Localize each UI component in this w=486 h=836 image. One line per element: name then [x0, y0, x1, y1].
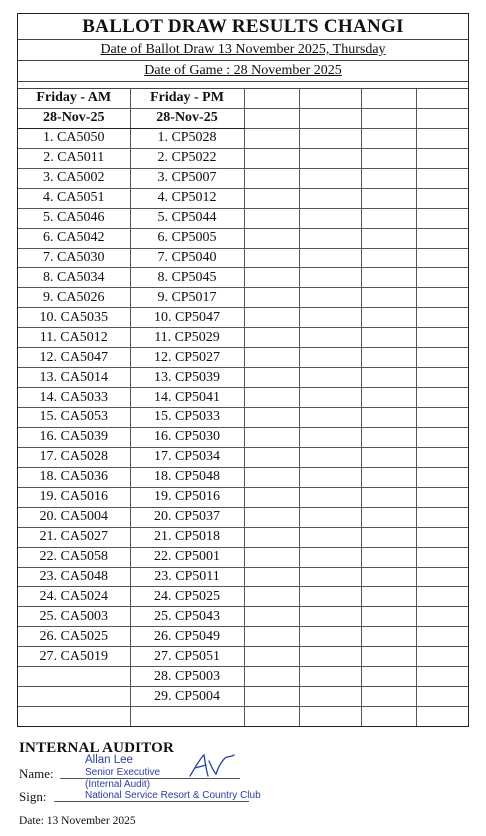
empty-cell: [299, 168, 361, 188]
empty-cell: [244, 328, 299, 348]
empty-cell: [361, 587, 416, 607]
table-row: [18, 308, 468, 328]
table-row: [18, 228, 468, 248]
empty-cell: [361, 667, 416, 687]
am-entry: 8. CA5034: [18, 268, 130, 288]
table-row: [18, 447, 468, 467]
empty-cell: [299, 647, 361, 667]
auditor-name: Allan Lee: [85, 754, 133, 766]
pm-entry: 21. CP5018: [130, 527, 244, 547]
empty-cell: [299, 707, 361, 726]
empty-cell: [299, 288, 361, 308]
empty-cell: [244, 487, 299, 507]
empty-cell: [244, 408, 299, 428]
empty-cell: [244, 627, 299, 647]
empty-cell: [18, 707, 130, 726]
date-row: [18, 108, 468, 128]
am-entry: 4. CA5051: [18, 188, 130, 208]
empty-cell: [361, 348, 416, 368]
empty-cell: [416, 268, 468, 288]
pm-entry: 20. CP5037: [130, 507, 244, 527]
am-column-date: 28-Nov-25: [18, 108, 130, 128]
empty-cell: [244, 447, 299, 467]
empty-cell: [361, 128, 416, 148]
empty-cell: [361, 188, 416, 208]
empty-cell: [299, 487, 361, 507]
auditor-title: Senior Executive: [85, 767, 161, 778]
empty-cell: [299, 268, 361, 288]
empty-cell: [299, 567, 361, 587]
empty-cell: [244, 348, 299, 368]
empty-cell: [299, 308, 361, 328]
empty-cell: [416, 607, 468, 627]
table-row: [18, 408, 468, 428]
empty-cell: [244, 467, 299, 487]
pm-entry: 16. CP5030: [130, 427, 244, 447]
empty-cell: [416, 408, 468, 428]
table-row: [18, 128, 468, 148]
empty-cell: [416, 507, 468, 527]
pm-entry: 14. CP5041: [130, 388, 244, 408]
auditor-block: [19, 740, 459, 827]
pm-entry: 10. CP5047: [130, 308, 244, 328]
empty-cell: [361, 427, 416, 447]
pm-entry: 17. CP5034: [130, 447, 244, 467]
empty-cell: [18, 687, 130, 707]
empty-cell: [416, 148, 468, 168]
empty-cell: [244, 368, 299, 388]
empty-cell: [299, 627, 361, 647]
pm-column-date: 28-Nov-25: [130, 108, 244, 128]
am-entry: 1. CA5050: [18, 128, 130, 148]
table-row: [18, 208, 468, 228]
pm-entry: 6. CP5005: [130, 228, 244, 248]
header-row: [18, 89, 468, 108]
empty-cell: [244, 647, 299, 667]
empty-cell: [244, 667, 299, 687]
empty-cell: [361, 627, 416, 647]
empty-cell: [299, 527, 361, 547]
empty-cell: [416, 567, 468, 587]
empty-cell: [361, 607, 416, 627]
empty-cell: [299, 348, 361, 368]
table-row: [18, 288, 468, 308]
empty-cell: [244, 89, 299, 108]
empty-cell: [361, 268, 416, 288]
am-entry: 26. CA5025: [18, 627, 130, 647]
table-row: [18, 188, 468, 208]
empty-cell: [361, 208, 416, 228]
empty-cell: [18, 667, 130, 687]
empty-cell: [416, 228, 468, 248]
empty-cell: [416, 248, 468, 268]
empty-cell: [244, 248, 299, 268]
table-row: [18, 587, 468, 607]
header-spacer: [18, 82, 468, 89]
empty-cell: [416, 687, 468, 707]
empty-cell: [416, 707, 468, 726]
empty-cell: [244, 108, 299, 128]
table-row: [18, 687, 468, 707]
empty-cell: [361, 447, 416, 467]
pm-entry: 8. CP5045: [130, 268, 244, 288]
empty-cell: [244, 567, 299, 587]
pm-entry: 13. CP5039: [130, 368, 244, 388]
empty-cell: [416, 527, 468, 547]
signature-mark: [187, 752, 237, 780]
empty-cell: [299, 467, 361, 487]
empty-cell: [416, 368, 468, 388]
empty-cell: [244, 268, 299, 288]
pm-entry: 29. CP5004: [130, 687, 244, 707]
am-entry: 18. CA5036: [18, 467, 130, 487]
pm-entry: 25. CP5043: [130, 607, 244, 627]
empty-cell: [361, 288, 416, 308]
empty-cell: [299, 607, 361, 627]
empty-cell: [416, 288, 468, 308]
empty-cell: [416, 447, 468, 467]
empty-cell: [361, 647, 416, 667]
empty-cell: [299, 427, 361, 447]
empty-cell: [244, 188, 299, 208]
am-column-header: Friday - AM: [18, 89, 130, 108]
empty-cell: [361, 308, 416, 328]
empty-cell: [299, 208, 361, 228]
table-row: [18, 368, 468, 388]
empty-cell: [244, 707, 299, 726]
sign-line: [54, 801, 249, 802]
empty-cell: [416, 328, 468, 348]
name-label: Name:: [19, 766, 54, 781]
empty-cell: [416, 647, 468, 667]
table-row: [18, 467, 468, 487]
empty-cell: [299, 228, 361, 248]
am-entry: 7. CA5030: [18, 248, 130, 268]
auditor-dept: (Internal Audit): [85, 779, 151, 790]
table-row: [18, 168, 468, 188]
empty-cell: [361, 487, 416, 507]
pm-entry: 15. CP5033: [130, 408, 244, 428]
empty-cell: [416, 188, 468, 208]
empty-cell: [299, 328, 361, 348]
am-entry: 9. CA5026: [18, 288, 130, 308]
draw-date-row: [18, 40, 468, 61]
pm-entry: 2. CP5022: [130, 148, 244, 168]
empty-cell: [361, 108, 416, 128]
empty-cell: [416, 348, 468, 368]
empty-cell: [299, 368, 361, 388]
table-row: [18, 328, 468, 348]
empty-cell: [244, 587, 299, 607]
empty-cell: [299, 507, 361, 527]
empty-cell: [244, 288, 299, 308]
table-row: [18, 388, 468, 408]
empty-cell: [244, 507, 299, 527]
table-row: [18, 487, 468, 507]
table-row: [18, 707, 468, 726]
empty-cell: [416, 89, 468, 108]
am-entry: 5. CA5046: [18, 208, 130, 228]
empty-cell: [361, 388, 416, 408]
pm-entry: 1. CP5028: [130, 128, 244, 148]
pm-entry: 11. CP5029: [130, 328, 244, 348]
empty-cell: [416, 587, 468, 607]
empty-cell: [361, 507, 416, 527]
organisation: National Service Resort & Country Club: [85, 790, 261, 801]
empty-cell: [361, 408, 416, 428]
pm-entry: 23. CP5011: [130, 567, 244, 587]
empty-cell: [299, 188, 361, 208]
empty-cell: [299, 248, 361, 268]
empty-cell: [361, 687, 416, 707]
empty-cell: [416, 208, 468, 228]
empty-cell: [416, 467, 468, 487]
empty-cell: [299, 687, 361, 707]
empty-cell: [244, 128, 299, 148]
sign-label: Sign:: [19, 789, 47, 804]
table-row: [18, 348, 468, 368]
empty-cell: [361, 89, 416, 108]
empty-cell: [361, 328, 416, 348]
empty-cell: [244, 148, 299, 168]
am-entry: 24. CA5024: [18, 587, 130, 607]
table-row: [18, 627, 468, 647]
ballot-sheet: [17, 13, 469, 727]
empty-cell: [416, 308, 468, 328]
empty-cell: [244, 388, 299, 408]
empty-cell: [416, 168, 468, 188]
empty-cell: [361, 168, 416, 188]
empty-cell: [244, 228, 299, 248]
pm-entry: 7. CP5040: [130, 248, 244, 268]
empty-cell: [244, 687, 299, 707]
table-row: [18, 268, 468, 288]
pm-entry: 26. CP5049: [130, 627, 244, 647]
am-entry: 2. CA5011: [18, 148, 130, 168]
table-row: [18, 667, 468, 687]
am-entry: 12. CA5047: [18, 348, 130, 368]
empty-cell: [416, 487, 468, 507]
am-entry: 25. CA5003: [18, 607, 130, 627]
empty-cell: [299, 89, 361, 108]
empty-cell: [299, 587, 361, 607]
results-table: [18, 89, 468, 726]
empty-cell: [361, 368, 416, 388]
pm-entry: 28. CP5003: [130, 667, 244, 687]
empty-cell: [361, 228, 416, 248]
empty-cell: [361, 148, 416, 168]
table-row: [18, 607, 468, 627]
empty-cell: [416, 547, 468, 567]
empty-cell: [299, 408, 361, 428]
empty-cell: [361, 567, 416, 587]
empty-cell: [299, 667, 361, 687]
table-row: [18, 507, 468, 527]
table-row: [18, 427, 468, 447]
empty-cell: [361, 467, 416, 487]
auditor-heading: INTERNAL AUDITOR: [19, 740, 175, 756]
empty-cell: [299, 128, 361, 148]
am-entry: 15. CA5053: [18, 408, 130, 428]
game-date: Date of Game : 28 November 2025: [144, 63, 342, 78]
am-entry: 16. CA5039: [18, 427, 130, 447]
empty-cell: [416, 627, 468, 647]
empty-cell: [361, 527, 416, 547]
pm-entry: 12. CP5027: [130, 348, 244, 368]
empty-cell: [244, 527, 299, 547]
empty-cell: [416, 667, 468, 687]
empty-cell: [244, 308, 299, 328]
empty-cell: [244, 208, 299, 228]
am-entry: 20. CA5004: [18, 507, 130, 527]
am-entry: 10. CA5035: [18, 308, 130, 328]
am-entry: 27. CA5019: [18, 647, 130, 667]
am-entry: 6. CA5042: [18, 228, 130, 248]
am-entry: 21. CA5027: [18, 527, 130, 547]
empty-cell: [299, 148, 361, 168]
pm-entry: 18. CP5048: [130, 467, 244, 487]
empty-cell: [299, 108, 361, 128]
pm-entry: 19. CP5016: [130, 487, 244, 507]
empty-cell: [244, 547, 299, 567]
pm-column-header: Friday - PM: [130, 89, 244, 108]
table-row: [18, 567, 468, 587]
empty-cell: [361, 547, 416, 567]
empty-cell: [416, 108, 468, 128]
table-row: [18, 248, 468, 268]
empty-cell: [416, 427, 468, 447]
empty-cell: [416, 388, 468, 408]
table-row: [18, 527, 468, 547]
page-title: BALLOT DRAW RESULTS CHANGI: [18, 14, 468, 40]
game-date-row: [18, 61, 468, 82]
empty-cell: [130, 707, 244, 726]
empty-cell: [361, 248, 416, 268]
empty-cell: [299, 447, 361, 467]
pm-entry: 5. CP5044: [130, 208, 244, 228]
am-entry: 22. CA5058: [18, 547, 130, 567]
empty-cell: [244, 607, 299, 627]
pm-entry: 27. CP5051: [130, 647, 244, 667]
pm-entry: 3. CP5007: [130, 168, 244, 188]
table-row: [18, 148, 468, 168]
pm-entry: 9. CP5017: [130, 288, 244, 308]
am-entry: 3. CA5002: [18, 168, 130, 188]
am-entry: 13. CA5014: [18, 368, 130, 388]
signed-date: Date: 13 November 2025: [19, 815, 136, 827]
empty-cell: [299, 547, 361, 567]
empty-cell: [244, 427, 299, 447]
pm-entry: 4. CP5012: [130, 188, 244, 208]
pm-entry: 24. CP5025: [130, 587, 244, 607]
table-row: [18, 547, 468, 567]
empty-cell: [416, 128, 468, 148]
draw-date: Date of Ballot Draw 13 November 2025, Thursday: [100, 42, 386, 57]
am-entry: 11. CA5012: [18, 328, 130, 348]
pm-entry: 22. CP5001: [130, 547, 244, 567]
empty-cell: [361, 707, 416, 726]
am-entry: 19. CA5016: [18, 487, 130, 507]
am-entry: 23. CA5048: [18, 567, 130, 587]
results-body: [18, 89, 468, 726]
empty-cell: [244, 168, 299, 188]
table-row: [18, 647, 468, 667]
am-entry: 17. CA5028: [18, 447, 130, 467]
am-entry: 14. CA5033: [18, 388, 130, 408]
empty-cell: [299, 388, 361, 408]
